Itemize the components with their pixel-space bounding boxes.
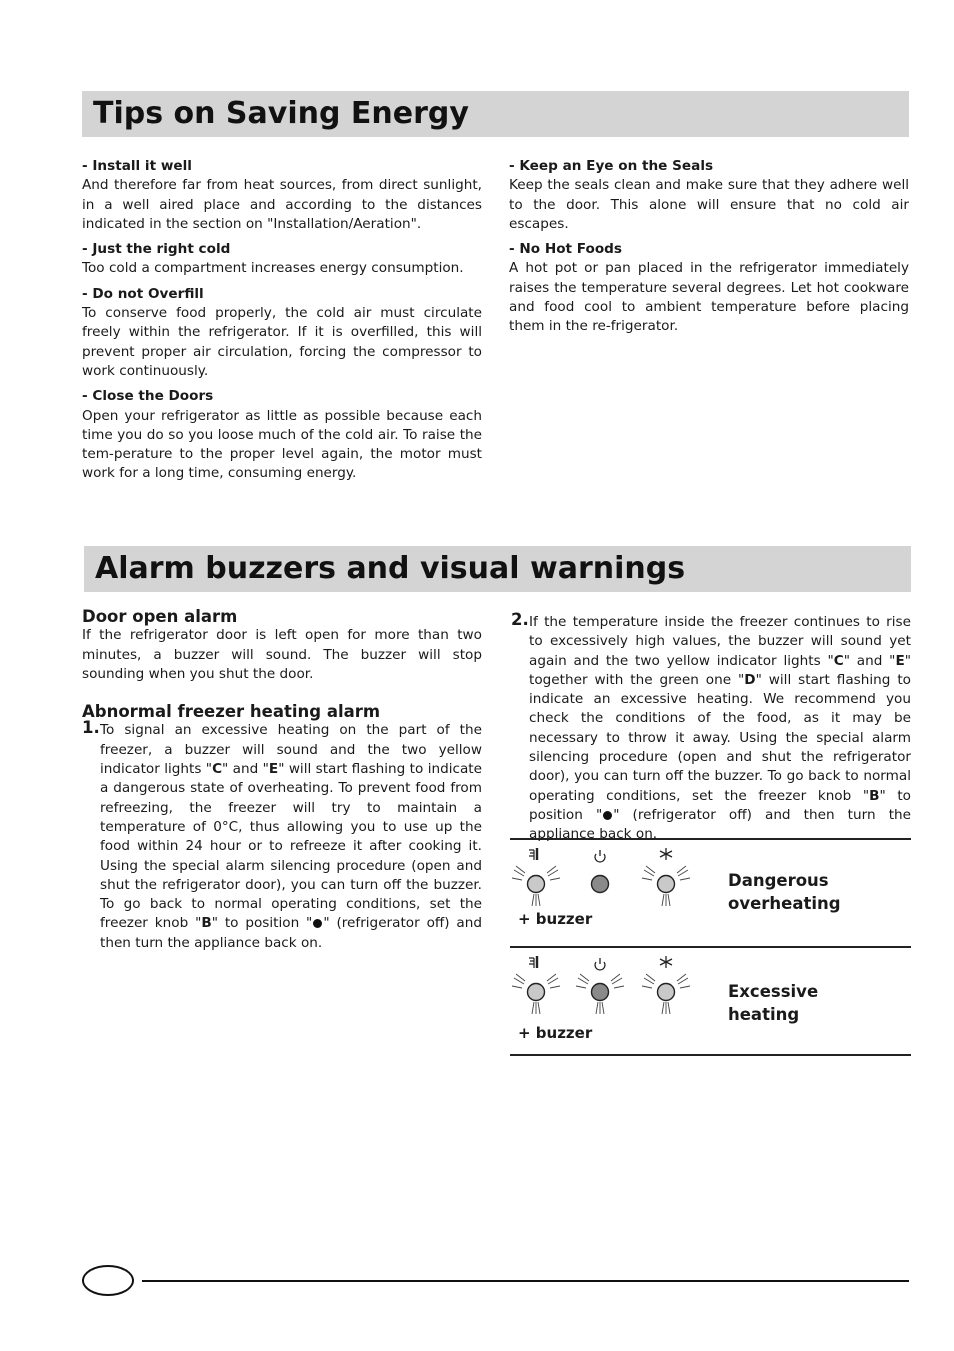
tip-text: And therefore far from heat sources, from direct sunlight, in a well aired place and according to the distances indicated in the section on "Installation/Aeration". [82, 177, 482, 232]
tip-text: Keep the seals clean and make sure that they adhere well to the door. This alone will ensure that no cold air escapes. [509, 177, 909, 232]
page-number-oval [82, 1265, 134, 1296]
tips-banner [82, 91, 909, 137]
indicator-description [728, 980, 818, 1026]
text-run: " and " [843, 652, 896, 669]
tip-overfill [82, 285, 482, 381]
text-run: " to position " [529, 787, 911, 823]
tip-text: A hot pot or pan placed in the refrigerator immediately raises the temperature several degrees. Let hot cookware and food cool to ambient temperature before placing them in the re-frigerator. [509, 260, 909, 335]
power-icon [574, 952, 626, 1020]
item-number: 1. [82, 718, 100, 738]
tip-title: - No Hot Foods [509, 241, 623, 258]
tip-seals [509, 157, 909, 234]
knob-b-label: B [201, 915, 212, 932]
tip-cold [82, 240, 482, 279]
light-c-label: C [212, 761, 223, 778]
tip-hot-foods [509, 240, 909, 336]
text-run: " will start flashing to indicate a dangerous state of overheating. To prevent food from refreezing, the freezer will try to maintain a temperature of 0°C, thus allowing you to use up the food within 24 hour or to refreeze it after cooking it. Using the special alarm silencing procedure (open and shut the refrigerator door), you can turn off the buzzer. To go back to normal operating conditions, set the freezer knob " [100, 761, 482, 932]
power-icon [574, 844, 626, 912]
alarm-title: Alarm buzzers and visual warnings [95, 551, 686, 586]
door-alarm-heading: Door open alarm [82, 607, 238, 626]
tip-install [82, 157, 482, 234]
tip-text: Open your refrigerator as little as possible because each time you do so you loose much of the cold air. To raise the tem-perature to the proper level again, the motor must work for a long time, consuming energy. [82, 407, 482, 482]
light-e-label: E [268, 761, 279, 778]
snowflake-icon [640, 844, 692, 912]
freezer-alarm-item-1 [82, 718, 483, 953]
text-run: " (refrigerator off) and then turn the appliance back on. [529, 806, 912, 843]
footer-rule [142, 1280, 909, 1282]
tips-right-column [509, 157, 909, 343]
freezer-alarm-item-2 [511, 610, 912, 845]
indicator-description [728, 869, 841, 915]
freezer-alarm-heading: Abnormal freezer heating alarm [82, 702, 381, 722]
door-alarm-text: If the refrigerator door is left open for more than two minutes, a buzzer will sound. The buzzer will stop sounding when you shut the door. [82, 627, 482, 682]
tip-title: - Do not Overfill [82, 285, 204, 302]
buzzer-label: + buzzer [518, 910, 593, 928]
text-run: " will start flashing to indicate an excessive heating. We recommend you check the conditions of the food, as it may be necessary to throw it away. Using the special alarm silencing procedure (open and shut the refrigerator door), you can turn off the buzzer. To go back to normal operating conditions, set the freezer knob " [529, 671, 911, 804]
indicator-label-line: heating [728, 1005, 800, 1024]
tip-doors [82, 387, 482, 483]
tip-text: Too cold a compartment increases energy consumption. [82, 260, 464, 277]
tip-title: - Just the right cold [82, 241, 231, 258]
tip-title: - Close the Doors [82, 388, 214, 405]
tip-text: To conserve food properly, the cold air must circulate freely within the refrigerator. If it is overfilled, this will prevent proper air circulation, forcing the compressor to work continuously. [82, 305, 482, 379]
indicator-row-excessive [510, 946, 911, 1056]
text-run: If the temperature inside the freezer continues to rise to excessively high values, the buzzer will sound yet again and the two yellow indicator lights " [529, 614, 911, 669]
light-c-label: C [833, 652, 844, 669]
alarm-banner [84, 546, 911, 592]
thermometer-icon [510, 952, 562, 1020]
tip-title: - Install it well [82, 158, 192, 174]
indicator-table [510, 838, 911, 1056]
indicator-label-line: Excessive [728, 982, 819, 1001]
indicator-label-line: overheating [728, 894, 841, 913]
text-run: " together with the green one " [529, 652, 911, 688]
text-run: To signal an excessive heating on the part of the freezer, a buzzer will sound and the two yellow indicator lights " [100, 722, 482, 778]
tip-title: - Keep an Eye on the Seals [509, 158, 714, 174]
indicator-label-line: Dangerous [728, 871, 829, 890]
text-run: " to position " [211, 915, 313, 932]
tips-title: Tips on Saving Energy [93, 96, 469, 131]
knob-b-label: B [869, 787, 880, 804]
text-run: " (refrigerator off) and then turn the appliance back on. [100, 915, 483, 951]
light-d-label: D [744, 671, 756, 688]
off-position-icon [603, 811, 612, 820]
thermometer-icon [510, 844, 562, 912]
light-e-label: E [895, 652, 905, 669]
alarm-right-column [511, 610, 912, 845]
snowflake-icon [640, 952, 692, 1020]
text-run: " and " [222, 761, 269, 778]
alarm-left-column [82, 607, 482, 953]
buzzer-label: + buzzer [518, 1024, 593, 1042]
off-position-icon [313, 919, 322, 928]
indicator-row-dangerous [510, 838, 911, 946]
item-number: 2. [511, 610, 529, 629]
tips-left-column [82, 157, 482, 490]
